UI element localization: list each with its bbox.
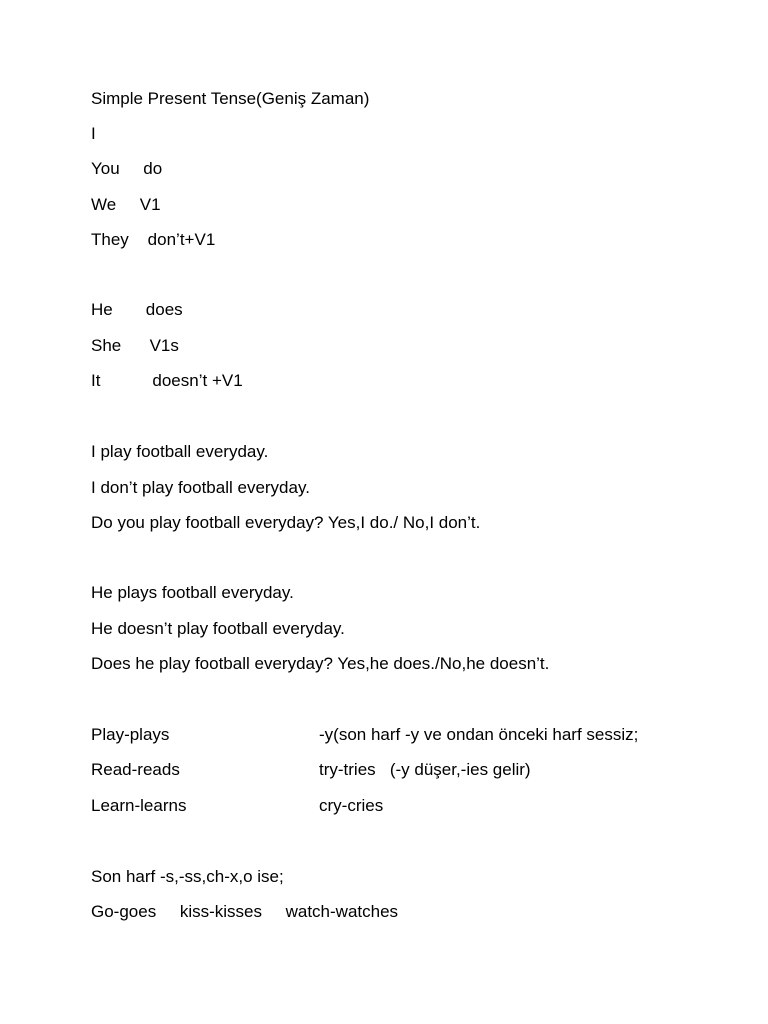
verb-rule-left-1: Play-plays [91,725,170,744]
verb-rule-left-2: Read-reads [91,760,180,779]
pronoun-line-we: We V1 [91,195,161,214]
verb-rule-right-1: -y(son harf -y ve ondan önceki harf sessiz; [319,725,639,744]
verb-rule-left-3: Learn-learns [91,796,187,815]
verb-rule-right-2: try-tries (-y düşer,-ies gelir) [319,760,531,779]
example-he-negative: He doesn’t play football everyday. [91,619,345,638]
es-rule-heading: Son harf -s,-ss,ch-x,o ise; [91,867,284,886]
es-rule-examples: Go-goes kiss-kisses watch-watches [91,902,399,921]
example-he-affirmative: He plays football everyday. [91,583,294,602]
example-i-question: Do you play football everyday? Yes,I do./ No,I don’t. [91,513,481,532]
verb-rule-right-3: cry-cries [319,796,384,815]
example-i-negative: I don’t play football everyday. [91,478,310,497]
pronoun-line-he: He does [91,300,183,319]
pronoun-line-she: She V1s [91,336,179,355]
example-he-question: Does he play football everyday? Yes,he does./No,he doesn’t. [91,654,550,673]
pronoun-line-i: I [91,124,96,143]
pronoun-line-it: It doesn’t +V1 [91,371,243,390]
page-title: Simple Present Tense(Geniş Zaman) [91,89,370,108]
pronoun-line-you: You do [91,159,163,178]
pronoun-line-they: They don’t+V1 [91,230,216,249]
example-i-affirmative: I play football everyday. [91,442,269,461]
